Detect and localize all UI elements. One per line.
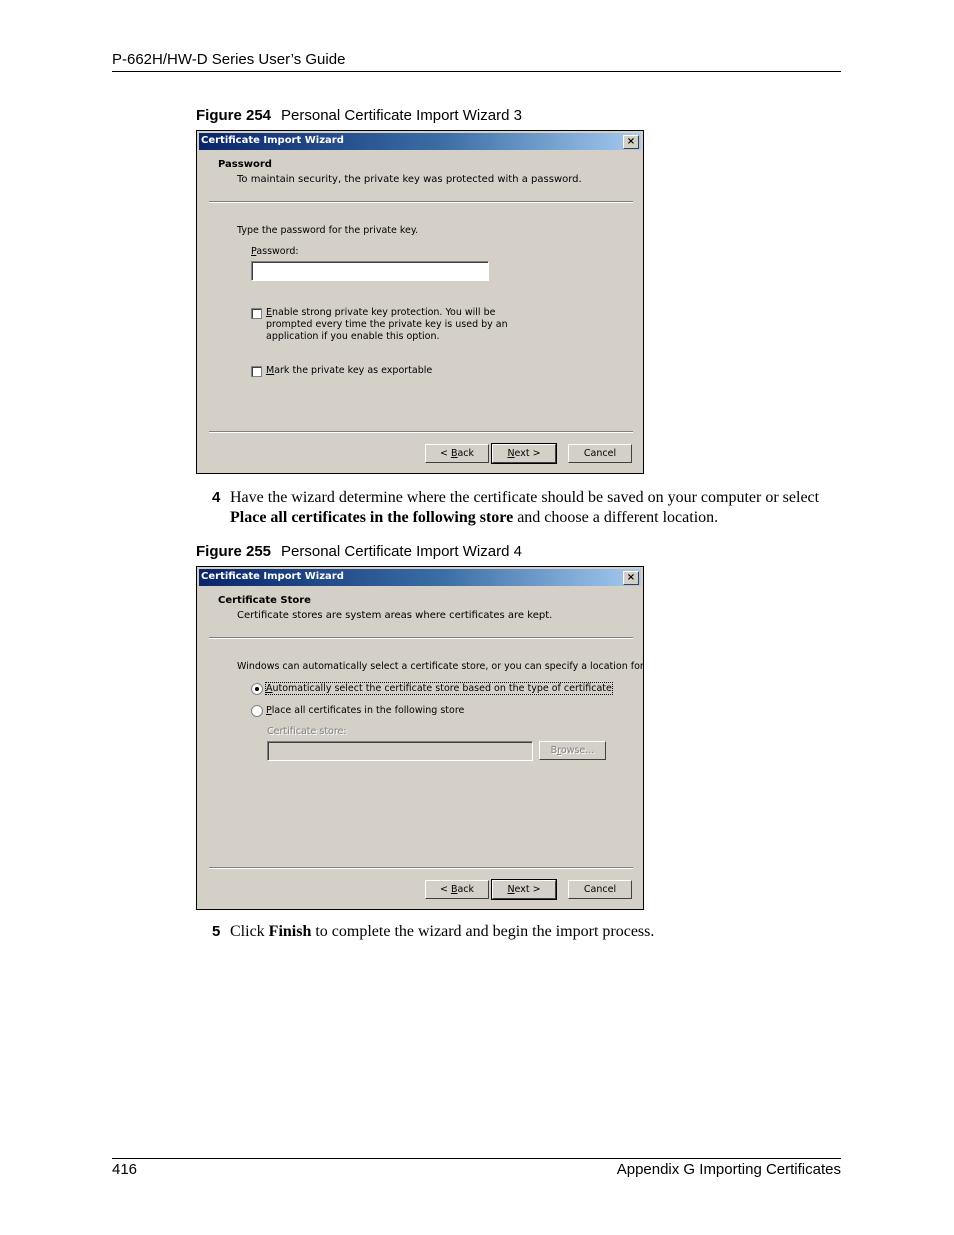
footer-rule — [112, 1158, 841, 1159]
exportable-checkbox[interactable] — [251, 366, 262, 377]
figure-number: Figure 254 — [196, 107, 272, 124]
cancel-button[interactable]: Cancel — [568, 880, 632, 899]
password-input[interactable] — [251, 261, 489, 281]
figure-title: Personal Certificate Import Wizard 3 — [281, 107, 522, 124]
exportable-label: Mark the private key as exportable — [266, 365, 433, 376]
dialog-subheading: To maintain security, the private key was protected with a password. — [237, 174, 582, 185]
footer-separator — [209, 431, 633, 433]
figure-255-caption — [196, 543, 522, 560]
store-instruction: Windows can automatically select a certificate store, or you can specify a location for — [237, 661, 644, 672]
dialog-title-bar — [199, 569, 641, 586]
close-icon[interactable]: × — [623, 135, 639, 149]
footer-separator — [209, 867, 633, 869]
header-separator — [209, 201, 633, 203]
header-rule — [112, 71, 841, 72]
browse-button[interactable]: Browse... — [539, 741, 606, 760]
dialog-header — [218, 159, 582, 185]
dialog-subheading: Certificate stores are system areas where certificates are kept. — [237, 610, 553, 621]
certificate-import-wizard-password-dialog — [196, 130, 644, 474]
figure-number: Figure 255 — [196, 543, 272, 560]
strong-protection-label: Enable strong private key protection. You will be prompted every time the private key is used by an application if you enable this option. — [266, 307, 508, 342]
password-label: Password: — [251, 246, 299, 257]
strong-protection-checkbox[interactable] — [251, 308, 262, 319]
running-header: P-662H/HW-D Series User’s Guide — [112, 51, 346, 68]
auto-select-label: Automatically select the certificate store based on the type of certificate — [266, 683, 612, 694]
close-icon[interactable]: × — [623, 571, 639, 585]
figure-254-caption — [196, 107, 522, 124]
dialog-title: Certificate Import Wizard — [201, 135, 344, 146]
dialog-title: Certificate Import Wizard — [201, 571, 344, 582]
dialog-header — [218, 595, 552, 621]
password-instruction: Type the password for the private key. — [237, 225, 419, 236]
dialog-heading: Certificate Store — [218, 595, 311, 606]
header-separator — [209, 637, 633, 639]
back-button[interactable]: < Back — [425, 880, 489, 899]
step-5 — [212, 922, 832, 942]
certificate-import-wizard-store-dialog — [196, 566, 644, 910]
next-button[interactable]: Next > — [492, 444, 556, 463]
step-4 — [212, 488, 832, 528]
auto-select-radio[interactable] — [251, 683, 263, 695]
place-all-radio[interactable] — [251, 705, 263, 717]
step-text: Click Finish to complete the wizard and begin the import process. — [230, 923, 655, 940]
step-text: Have the wizard determine where the certificate should be saved on your computer or select Place all certificates in the following store and choose a different location. — [230, 489, 820, 526]
back-button[interactable]: < Back — [425, 444, 489, 463]
page-number: 416 — [112, 1161, 138, 1178]
certificate-store-label: Certificate store: — [267, 726, 347, 737]
dialog-title-bar — [199, 133, 641, 150]
certificate-store-input[interactable] — [267, 741, 533, 761]
place-all-label: Place all certificates in the following store — [266, 705, 465, 716]
dialog-heading: Password — [218, 159, 272, 170]
next-button[interactable]: Next > — [492, 880, 556, 899]
step-number: 4 — [212, 489, 221, 506]
chapter-title: Appendix G Importing Certificates — [616, 1161, 841, 1178]
cancel-button[interactable]: Cancel — [568, 444, 632, 463]
figure-title: Personal Certificate Import Wizard 4 — [281, 543, 522, 560]
step-number: 5 — [212, 923, 221, 940]
